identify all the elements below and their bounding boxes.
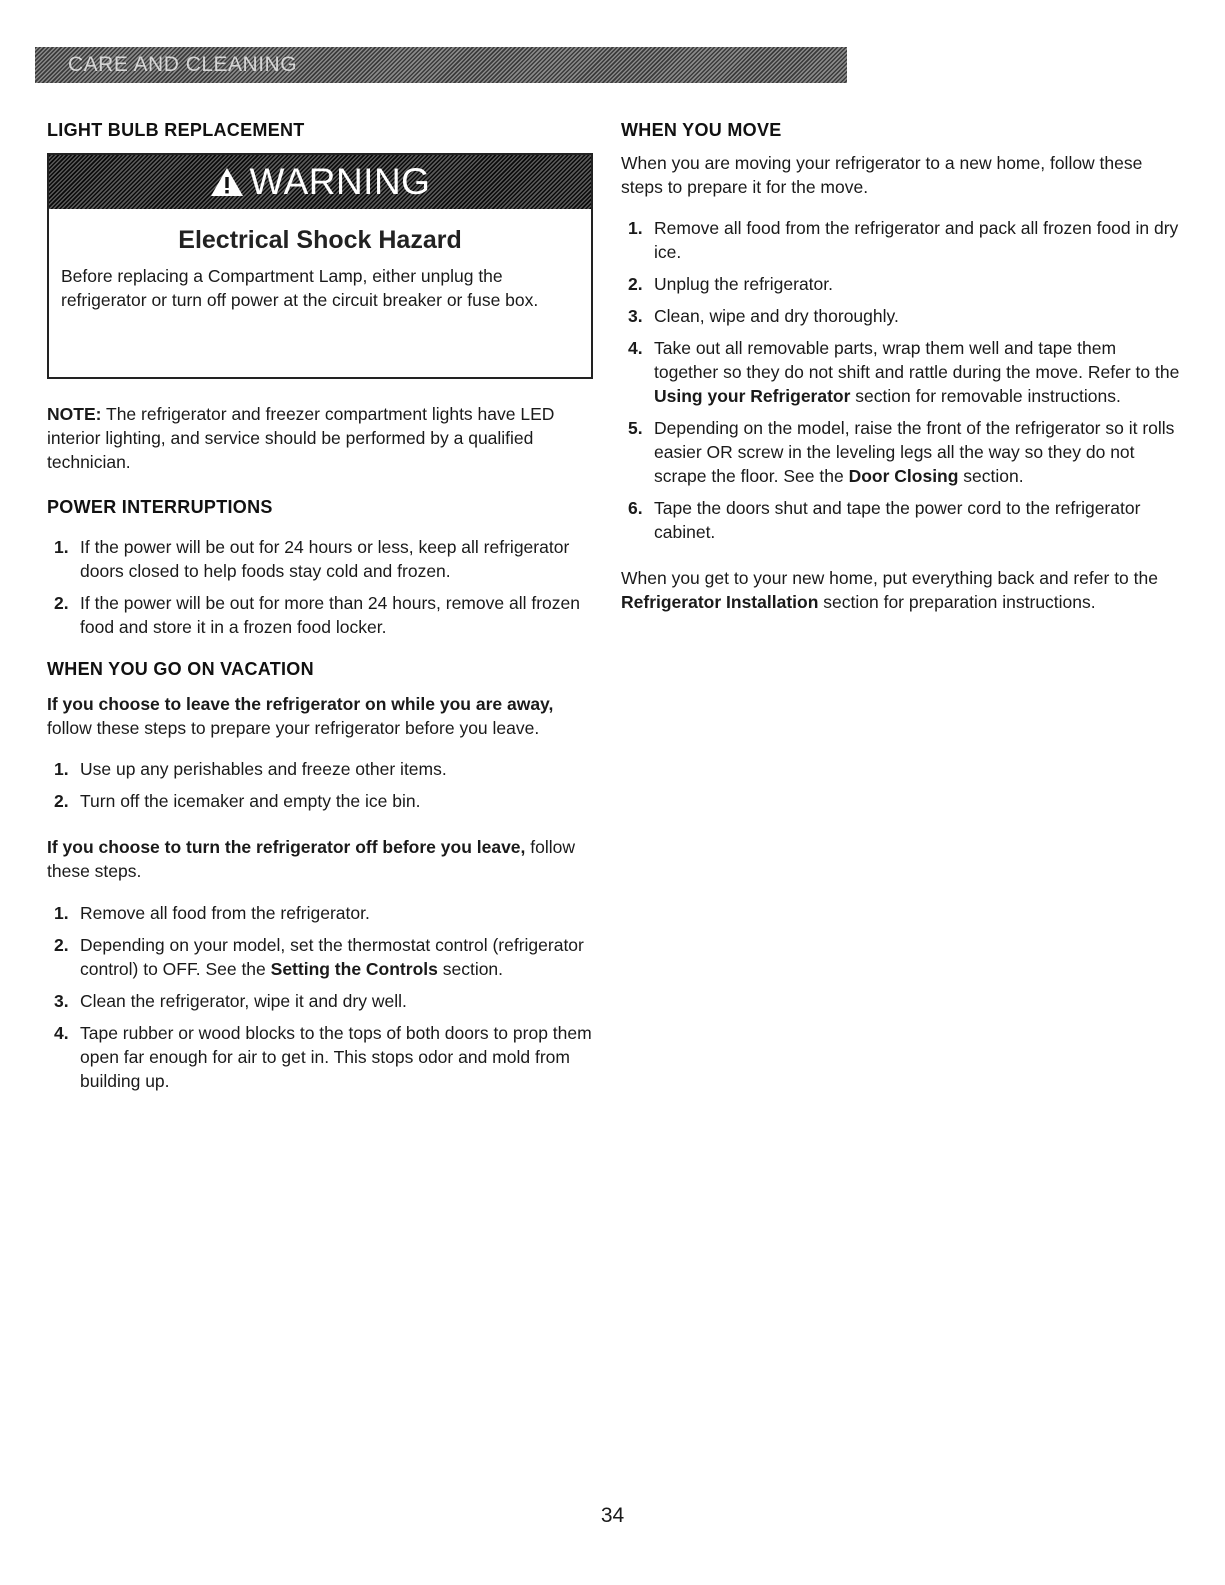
item-number: 1. <box>54 537 69 557</box>
item-text: Take out all removable parts, wrap them well and tape them together so they do not shift and rattle during the move. Refer to the <box>654 338 1180 382</box>
power-list <box>47 535 595 639</box>
outro-text: section for preparation instructions. <box>818 592 1096 612</box>
item-text: Tape the doors shut and tape the power cord to the refrigerator cabinet. <box>654 498 1141 542</box>
item-text: Use up any perishables and freeze other items. <box>80 759 447 779</box>
item-text: Clean, wipe and dry thoroughly. <box>654 306 899 326</box>
item-number: 1. <box>628 218 643 238</box>
move-heading: WHEN YOU MOVE <box>621 120 782 140</box>
section-reference: Refrigerator Installation <box>621 592 819 612</box>
item-number: 2. <box>54 935 69 955</box>
item-number: 5. <box>628 418 643 438</box>
list-item <box>47 535 595 583</box>
item-text: Clean the refrigerator, wipe it and dry well. <box>80 991 407 1011</box>
warning-box <box>47 153 593 379</box>
list-item <box>47 757 595 781</box>
item-number: 4. <box>628 338 643 358</box>
list-item <box>621 272 1181 296</box>
item-text: section. <box>958 466 1024 486</box>
item-number: 3. <box>628 306 643 326</box>
intro-bold: If you choose to turn the refrigerator off before you leave, <box>47 837 526 857</box>
vacation-on-intro <box>47 692 595 740</box>
list-item <box>47 1021 595 1093</box>
list-item <box>47 989 595 1013</box>
item-number: 1. <box>54 903 69 923</box>
vacation-heading: WHEN YOU GO ON VACATION <box>47 659 314 679</box>
item-text: Remove all food from the refrigerator and pack all frozen food in dry ice. <box>654 218 1179 262</box>
item-text: section. <box>437 959 504 979</box>
list-item <box>621 416 1181 488</box>
item-text: Unplug the refrigerator. <box>654 274 833 294</box>
item-number: 3. <box>54 991 69 1011</box>
item-text: Depending on the model, raise the front of the refrigerator so it rolls easier OR screw in the leveling legs all the way so they do not scrape the floor. See the <box>654 418 1175 486</box>
warning-triangle-icon <box>210 167 244 197</box>
item-text: Tape rubber or wood blocks to the tops of both doors to prop them open far enough for air to get in. This stops odor and mold from building up. <box>80 1023 592 1091</box>
power-interruptions-heading: POWER INTERRUPTIONS <box>47 497 273 517</box>
page-number: 34 <box>600 1504 625 1527</box>
item-number: 6. <box>628 498 643 518</box>
list-item <box>621 216 1181 264</box>
item-number: 4. <box>54 1023 69 1043</box>
note-text: The refrigerator and freezer compartment lights have LED interior lighting, and service should be performed by a qualified technician. <box>47 404 555 472</box>
move-outro <box>621 566 1181 614</box>
note-paragraph <box>47 402 595 474</box>
intro-text: follow these steps to prepare your refrigerator before you leave. <box>47 718 540 738</box>
section-reference: Using your Refrigerator <box>654 386 851 406</box>
vacation-on-list <box>47 757 595 813</box>
list-item <box>621 336 1181 408</box>
list-item <box>47 591 595 639</box>
warning-body: Before replacing a Compartment Lamp, either unplug the refrigerator or turn off power at the circuit breaker or fuse box. <box>61 266 539 310</box>
vacation-off-list <box>47 901 595 1093</box>
item-text: If the power will be out for 24 hours or less, keep all refrigerator doors closed to help foods stay cold and frozen. <box>80 537 570 581</box>
item-text: section for removable instructions. <box>850 386 1121 406</box>
note-label: NOTE: <box>47 404 102 424</box>
section-header-bar <box>35 47 847 83</box>
light-bulb-heading: LIGHT BULB REPLACEMENT <box>47 120 305 140</box>
item-text: Turn off the icemaker and empty the ice bin. <box>80 791 421 811</box>
list-item <box>47 933 595 981</box>
move-list <box>621 216 1181 544</box>
list-item <box>47 789 595 813</box>
list-item <box>621 304 1181 328</box>
hazard-title: Electrical Shock Hazard <box>178 226 462 254</box>
item-number: 1. <box>54 759 69 779</box>
list-item <box>47 901 595 925</box>
section-title: CARE AND CLEANING <box>68 53 298 76</box>
item-number: 2. <box>54 791 69 811</box>
item-text: If the power will be out for more than 24 hours, remove all frozen food and store it in a frozen food locker. <box>80 593 580 637</box>
warning-banner <box>49 155 591 209</box>
vacation-off-intro <box>47 835 595 883</box>
intro-bold: If you choose to leave the refrigerator on while you are away, <box>47 694 554 714</box>
outro-text: When you get to your new home, put everything back and refer to the <box>621 568 1158 588</box>
left-column <box>47 120 595 1093</box>
item-number: 2. <box>628 274 643 294</box>
item-text: Depending on your model, set the thermostat control (refrigerator control) to OFF. See the <box>80 935 584 979</box>
warning-banner-text: WARNING <box>249 161 431 202</box>
item-number: 2. <box>54 593 69 613</box>
move-intro: When you are moving your refrigerator to a new home, follow these steps to prepare it for the move. <box>621 153 1143 197</box>
list-item <box>621 496 1181 544</box>
item-text: Remove all food from the refrigerator. <box>80 903 370 923</box>
right-column <box>621 120 1181 614</box>
intro-text: follow these steps. <box>47 837 576 881</box>
section-reference: Door Closing <box>848 466 959 486</box>
section-reference: Setting the Controls <box>270 959 438 979</box>
